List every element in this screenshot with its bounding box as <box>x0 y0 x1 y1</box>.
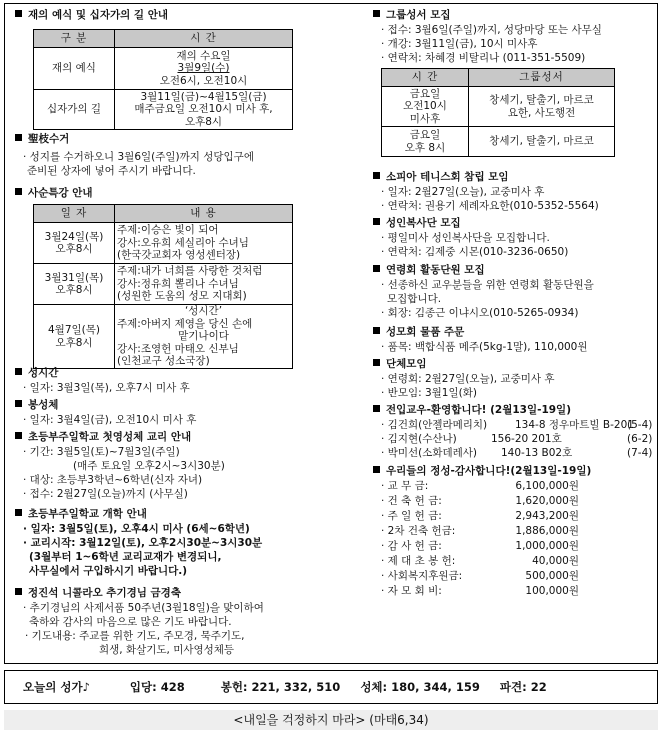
hymn-recessional: 파견: 22 <box>499 680 547 694</box>
cell-line: 재의 수요일 <box>176 49 231 62</box>
section-lent-lecture <box>15 186 365 369</box>
section-title <box>15 132 365 147</box>
bullet-square-icon <box>15 368 22 375</box>
table-cell: 십자가의 길 <box>34 90 115 130</box>
section-title-text: 성시간 <box>28 367 59 379</box>
section-title <box>15 430 365 445</box>
cell-line: 4월7일(목) <box>48 324 100 336</box>
table-cell: 재의 예식 <box>34 48 115 90</box>
hymn-communion: 성체: 180, 344, 159 <box>360 680 480 694</box>
table-cell: 창세기, 탈출기, 마르코 <box>469 127 615 157</box>
table-cell <box>34 305 115 369</box>
table-cell <box>115 48 293 90</box>
table-cell <box>115 223 293 264</box>
section-title-text: 전입교우-환영합니다! (2월13일-19일) <box>386 404 572 416</box>
table-cell <box>115 90 293 130</box>
member-zone: (6-2) <box>627 433 653 445</box>
table-header: 구 분 <box>34 30 115 48</box>
table-header: 그룹성서 <box>469 69 615 87</box>
text-line: · 교리시작: 3월12일(토), 오후2시30분~3시30분 <box>23 537 263 549</box>
section-title-text: 재의 예식 및 십자가의 길 안내 <box>28 9 168 21</box>
member-address: 156-20 201호 <box>491 433 562 445</box>
bible-group-table <box>381 68 615 157</box>
hymn-entrance: 입당: 428 <box>129 680 185 694</box>
offering-row <box>373 479 661 494</box>
section-title <box>373 403 661 418</box>
table-header: 시 간 <box>115 30 293 48</box>
section-title-text: 소피아 테니스회 참립 모임 <box>386 171 509 183</box>
offering-value: 1,000,000원 <box>515 540 579 552</box>
offering-row <box>373 554 661 569</box>
section-mothers-order <box>373 325 661 354</box>
cell-line: 맡기나이다 <box>178 330 229 343</box>
offering-row <box>373 524 661 539</box>
section-title <box>373 170 661 185</box>
cell-line: 3월31일(목) <box>44 271 104 284</box>
cell-line: ‘성시간’ <box>184 305 223 318</box>
text-line: · 선종하신 교우분들을 위한 연령회 활동단원을 <box>381 279 594 291</box>
offering-value: 40,000원 <box>532 555 579 567</box>
offering-label: · 사회복지후원금: <box>381 570 463 582</box>
offering-row <box>373 494 661 509</box>
ash-wednesday-table <box>33 29 293 130</box>
offering-value: 1,620,000원 <box>515 495 579 507</box>
member-address: 134-8 정우마트빌 B-201 <box>515 419 634 431</box>
text-line: (3월부터 1~6학년 교리교재가 변경되니, <box>29 551 222 563</box>
text-span: · 기도내용: 주교를 위한 기도, 주모경, 묵주기도, <box>25 630 245 642</box>
cell-line: (성원한 도움의 성모 지대회) <box>117 290 247 303</box>
cell-line: 오전10시 <box>403 100 447 113</box>
section-title-text: 우리들의 정성-감사합니다!(2월13일-19일) <box>386 465 592 477</box>
section-title-text: 聖枝수거 <box>28 133 70 145</box>
section-ash-wednesday <box>15 8 365 130</box>
cell-line: 오후 8시 <box>404 141 446 154</box>
offering-value: 6,100,000원 <box>515 480 579 492</box>
section-title-text: 초등부주일학교 개학 안내 <box>28 508 147 520</box>
table-row <box>382 87 615 127</box>
offering-row <box>373 584 661 599</box>
text-line: · 품목: 백합식품 메주(5kg-1말), 110,000원 <box>381 341 588 353</box>
scripture-verse: <내일을 걱정하지 마라> (마태6,34) <box>4 710 658 730</box>
cell-line: 3월11일(금)~4월15일(금) <box>140 90 267 103</box>
section-title-text: 연령회 활동단원 모집 <box>386 264 485 276</box>
cell-line: (한국갓교회자 영성센터장) <box>117 249 241 262</box>
bullet-square-icon <box>15 400 22 407</box>
section-bible-group <box>373 8 661 157</box>
section-funeral-society <box>373 263 661 320</box>
cell-line: 주제:이승은 빛이 되어 <box>117 224 219 237</box>
text-line: (매주 토요일 오후2시~3시30분) <box>73 460 225 472</box>
offering-value: 500,000원 <box>525 570 579 582</box>
table-row <box>34 223 293 264</box>
section-title-text: 그룹성서 모집 <box>386 9 451 21</box>
cell-line: 미사후 <box>409 112 441 125</box>
text-line: · 기간: 3월5일(토)~7월3일(주일) <box>23 446 180 458</box>
table-header: 일 자 <box>34 205 115 223</box>
member-name: · 김지현(수산나) <box>381 433 457 445</box>
text-line: · 연락처: 김제중 시몬(010-3236-0650) <box>381 246 569 258</box>
bullet-square-icon <box>373 405 380 412</box>
offering-label: · 교 무 금: <box>381 480 429 492</box>
text-line: 사무실에서 구입하시기 바랍니다.) <box>29 565 188 577</box>
cell-line: 금요일 <box>409 129 441 141</box>
bullet-square-icon <box>373 172 380 179</box>
text-line: · 성지를 수거하오니 3월6일(주일)까지 성당입구에 <box>23 151 254 163</box>
section-title-text: 사순특강 안내 <box>28 187 93 199</box>
cell-line: 3월24일(목) <box>44 230 104 243</box>
cell-line: 오후8시 <box>184 115 223 128</box>
offering-row <box>373 509 661 524</box>
section-communion-visit <box>15 398 365 427</box>
bullet-square-icon <box>15 432 22 439</box>
table-row <box>34 48 293 90</box>
cell-line: 강사:조영헌 마태오 신부님 <box>117 342 239 355</box>
cell-line: 오후8시 <box>55 243 93 255</box>
section-title-text: 초등부주일학교 첫영성체 교리 안내 <box>28 431 192 443</box>
offering-value: 2,943,200원 <box>515 510 579 522</box>
text-line: · 연락처: 권용기 세례자요한(010-5352-5564) <box>381 200 599 212</box>
section-offerings <box>373 464 661 599</box>
section-title-text: 봉성체 <box>28 399 59 411</box>
section-title <box>373 216 661 231</box>
lecture-table <box>33 204 293 369</box>
text-line: · 일자: 3월4일(금), 오전10시 미사 후 <box>23 414 197 426</box>
bullet-square-icon <box>373 466 380 473</box>
bullet-square-icon <box>15 188 22 195</box>
hymn-offertory: 봉헌: 221, 332, 510 <box>220 680 341 694</box>
cell-line: 창세기, 탈출기, 마르코 <box>489 94 594 106</box>
table-row <box>382 127 615 157</box>
cell-line: 요한, 사도행전 <box>507 106 576 119</box>
section-title <box>373 325 661 340</box>
cell-line: 매주금요일 오전10시 미사 후, <box>134 103 273 116</box>
table-cell <box>115 264 293 305</box>
cell-line: 주제:아버지 제영을 당신 손에 <box>117 317 253 330</box>
section-altar-servers <box>373 216 661 259</box>
bullet-square-icon <box>15 588 22 595</box>
offering-label: · 자 모 회 비: <box>381 585 442 597</box>
text-line: · 일자: 2월27일(오늘), 교중미사 후 <box>381 186 545 198</box>
member-name: · 박미선(소화데레사) <box>381 447 478 459</box>
offering-label: · 제 대 초 봉 헌: <box>381 555 456 567</box>
section-first-communion <box>15 430 365 501</box>
section-title <box>15 186 365 201</box>
table-cell <box>382 127 469 157</box>
cell-line: 금요일 <box>409 87 441 100</box>
section-palm-collection <box>15 132 365 178</box>
offering-value: 100,000원 <box>525 585 579 597</box>
member-address: 140-13 B02호 <box>501 447 573 459</box>
offering-row <box>373 569 661 584</box>
text-line: · 연령회: 2월27일(오늘), 교중미사 후 <box>381 373 555 385</box>
table-header: 내 용 <box>115 205 293 223</box>
text-line: · 접수: 3월6일(주일)까지, 성당마당 또는 사무실 <box>381 24 602 36</box>
section-new-members <box>373 403 661 460</box>
section-title <box>15 8 365 23</box>
section-group-meetings <box>373 357 661 400</box>
bullet-square-icon <box>373 10 380 17</box>
section-title <box>15 398 365 413</box>
text-line: · 일자: 3월5일(토), 오후4시 미사 (6세~6학년) <box>23 523 250 535</box>
section-title <box>373 8 661 23</box>
offering-value: 1,886,000원 <box>515 525 579 537</box>
list-item <box>373 432 661 446</box>
cell-line: 오후8시 <box>55 336 93 349</box>
table-cell <box>115 305 293 369</box>
list-item <box>373 446 661 460</box>
text-line: · 접수: 2월27일(오늘)까지 (사무실) <box>23 488 188 500</box>
text-line: · 대상: 초등부3학년~6학년(신자 자녀) <box>23 474 203 486</box>
bullet-square-icon <box>373 265 380 272</box>
offering-label: · 감 사 헌 금: <box>381 540 442 552</box>
section-title-text: 단체모임 <box>386 358 427 370</box>
section-title-text: 성모회 물품 주문 <box>386 326 465 338</box>
member-zone: (7-4) <box>627 447 653 459</box>
table-cell <box>469 87 615 127</box>
section-title <box>15 586 365 601</box>
cell-line: 3월9일(수) <box>177 62 230 75</box>
table-row <box>34 90 293 130</box>
cell-line: (인천교구 성소국장) <box>117 355 210 368</box>
section-title <box>373 464 661 479</box>
table-cell <box>382 87 469 127</box>
bullet-square-icon <box>15 10 22 17</box>
bulletin-frame <box>4 3 658 664</box>
bullet-square-icon <box>373 327 380 334</box>
text-line: · 개강: 3월11일(금), 10시 미사후 <box>381 38 538 50</box>
text-line: · 평일미사 성인복사단을 모집합니다. <box>381 232 550 244</box>
offering-row <box>373 539 661 554</box>
text-line: 준비된 상자에 넣어 주시기 바랍니다. <box>27 165 196 177</box>
text-line: · 일자: 3월3일(목), 오후7시 미사 후 <box>23 382 190 394</box>
bullet-square-icon <box>373 218 380 225</box>
section-holy-hour <box>15 366 365 395</box>
cell-line: 주제:내가 너희를 사랑한 것처럼 <box>117 265 263 278</box>
member-name: · 김건희(안젤라메리치) <box>381 419 488 431</box>
cell-line: 강사:정유희 뽈리나 수녀님 <box>117 277 239 290</box>
table-cell <box>34 264 115 305</box>
cell-line: 오전6시, 오전10시 <box>159 74 248 87</box>
section-title <box>15 366 365 381</box>
section-school-opening <box>15 507 365 578</box>
section-title <box>373 263 661 278</box>
table-row <box>34 305 293 369</box>
text-line: 희생, 화살기도, 미사영성체등 <box>99 644 235 656</box>
text-line: · 연락처: 차혜경 비탈리나 (011-351-5509) <box>381 52 586 64</box>
table-header: 시 간 <box>382 69 469 87</box>
table-cell <box>34 223 115 264</box>
offering-label: · 건 축 헌 금: <box>381 495 442 507</box>
section-title <box>373 357 661 372</box>
text-line: · 반모임: 3월1일(화) <box>381 387 477 399</box>
text-line <box>15 629 365 643</box>
text-line: 축하와 감사의 마음으로 많은 기도 바랍니다. <box>29 616 232 628</box>
bullet-square-icon <box>15 509 22 516</box>
text-line: · 추기경님의 사제서품 50주년(3월18일)을 맞이하여 <box>23 602 264 614</box>
section-cardinal-jubilee <box>15 586 365 657</box>
bullet-square-icon <box>373 359 380 366</box>
section-title <box>15 507 365 522</box>
offering-label: · 2차 건축 헌금: <box>381 525 456 537</box>
text-line: · 회장: 김종근 이냐시오(010-5265-0934) <box>381 307 579 319</box>
hymn-label: 오늘의 성가♪ <box>23 680 90 694</box>
cell-line: 강사:오유희 세실리아 수녀님 <box>117 236 249 249</box>
hymn-footer <box>4 670 658 704</box>
section-title-text: 정진석 니콜라오 추기경님 금경축 <box>28 587 181 599</box>
cell-line: 오후8시 <box>55 284 93 296</box>
bullet-square-icon <box>15 134 22 141</box>
list-item <box>373 418 661 432</box>
table-row <box>34 264 293 305</box>
section-title-text: 성인복사단 모집 <box>386 217 461 229</box>
section-tennis-club <box>373 170 661 213</box>
text-line: 모집합니다. <box>387 293 442 305</box>
offering-label: · 주 일 헌 금: <box>381 510 442 522</box>
member-zone: (5-4) <box>627 419 653 431</box>
